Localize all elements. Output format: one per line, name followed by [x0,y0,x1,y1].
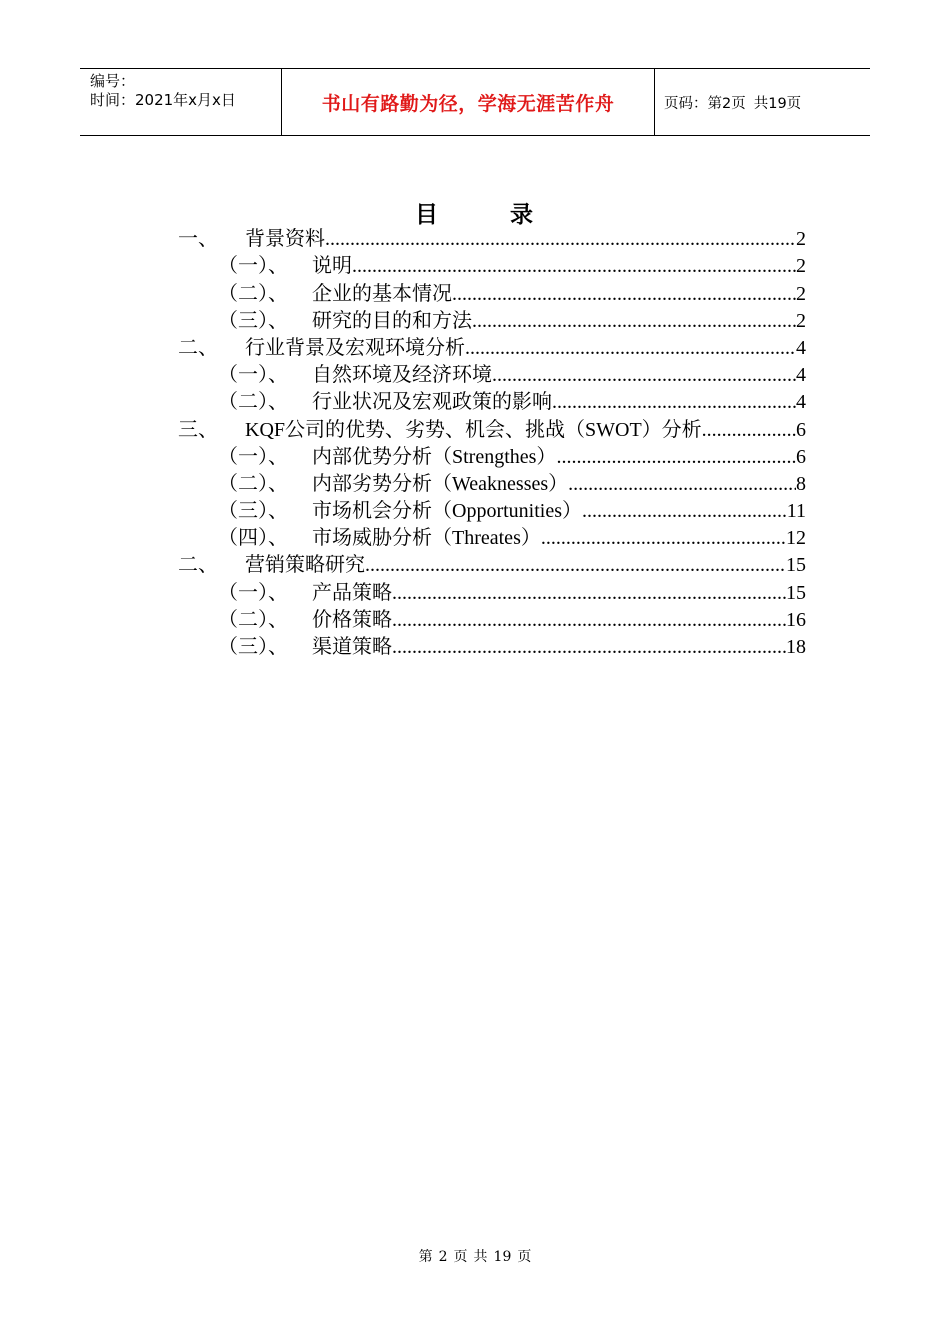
toc-entry-text: 市场机会分析（Opportunities） [312,500,582,523]
toc-title-char-2: 录 [510,202,535,228]
toc-leader-dots [541,525,786,552]
toc-entry[interactable] [178,579,806,606]
toc-entry-text: 渠道策略 [312,636,392,658]
toc-entry[interactable] [178,498,806,525]
toc-entry-text: 企业的基本情况 [312,282,452,305]
toc-entry-number: 二、 [178,336,218,359]
toc-entry-number: （二）、 [218,282,288,305]
toc-entry[interactable] [178,308,806,335]
toc-leader-dots [325,226,796,253]
toc-entry-page: 11 [786,500,806,523]
toc-leader-dots [492,362,796,389]
toc-entry-page: 4 [796,391,806,414]
header-motto: 书山有路勤为径，学海无涯苦作舟 [282,69,655,135]
toc-entry-page: 18 [786,636,806,658]
toc-entry-text: 产品策略 [312,581,392,604]
toc-title [0,196,950,229]
toc-entry-page: 15 [786,554,806,577]
toc-leader-dots [392,580,786,607]
toc-entry-number: 一、 [178,228,218,251]
toc-entry-page: 4 [796,336,806,359]
toc-leader-dots [365,552,786,579]
header-page-number: 页码：第2页 [664,95,746,112]
toc-entry-number: （四）、 [218,527,288,550]
toc-entry-page: 2 [796,255,806,278]
toc-leader-dots [392,607,786,634]
toc-entry-text: 行业背景及宏观环境分析 [245,336,465,359]
footer-word: 第 [418,1249,433,1265]
toc-entry-number: （一）、 [218,255,288,278]
toc-entry[interactable] [178,362,806,389]
header-meta [80,69,282,135]
toc-leader-dots [702,417,796,444]
toc-entry-number: （三）、 [218,309,288,332]
toc-entry-page: 2 [796,282,806,305]
toc-entry[interactable] [178,226,806,253]
toc-title-char-1: 目 [415,202,440,228]
toc-leader-dots [352,253,796,280]
toc-entry-page: 2 [796,228,806,251]
toc-entry-text: 市场威胁分析（Threates） [312,527,541,550]
toc-entry-text: KQF公司的优势、劣势、机会、挑战（SWOT）分析 [245,418,702,441]
toc-entry-number: 二、 [178,554,218,577]
toc-leader-dots [392,634,786,661]
toc-entry-page: 2 [796,309,806,332]
toc-leader-dots [452,281,796,308]
toc-entry-number: （三）、 [218,636,288,658]
toc-entry[interactable] [178,552,806,579]
footer-total-pages: 19 [493,1249,512,1265]
toc-entry-page: 6 [796,445,806,468]
toc-entry-text: 营销策略研究 [245,554,365,577]
footer-page-number: 2 [438,1249,448,1265]
toc-leader-dots [556,444,796,471]
toc-entry-text: 说明 [312,255,352,278]
document-time-label: 时间：2021年x月x日 [90,91,236,109]
toc-entry[interactable] [178,416,806,443]
toc-leader-dots [465,335,796,362]
toc-entry-text: 自然环境及经济环境 [312,364,492,387]
toc-entry-text: 行业状况及宏观政策的影响 [312,391,552,414]
toc-entry-text: 研究的目的和方法 [312,309,472,332]
toc-entry-number: 三、 [178,418,218,441]
toc-entry-number: （二）、 [218,391,288,414]
header-page-total: 共19页 [753,95,802,112]
toc-entry-number: （三）、 [218,500,288,523]
toc-entry-number: （一）、 [218,445,288,468]
toc-entry-text: 内部劣势分析（Weaknesses） [312,472,569,495]
toc-entry[interactable] [178,389,806,416]
header-page-info [655,69,870,135]
toc-entry-text: 背景资料 [245,228,325,251]
footer-word: 页 [517,1249,532,1265]
page-header [80,68,870,136]
toc-entry-number: （二）、 [218,608,288,631]
toc-entry-text: 价格策略 [312,608,392,631]
toc-entry[interactable] [178,525,806,552]
toc-entry[interactable] [178,253,806,280]
toc-leader-dots [552,389,796,416]
toc-entry-page: 15 [786,581,806,604]
toc-entry-page: 12 [786,527,806,550]
toc-entry[interactable] [178,335,806,362]
toc-entry-number: （一）、 [218,364,288,387]
toc-entry[interactable] [178,471,806,498]
toc-entry-page: 16 [786,608,806,631]
toc-entry-number: （二）、 [218,472,288,495]
toc-entry[interactable] [178,607,806,634]
toc-entry-number: （一）、 [218,581,288,604]
footer-word: 共 [473,1249,488,1265]
toc-entry[interactable] [178,634,806,661]
toc-entry-page: 8 [796,472,806,495]
footer-word: 页 [453,1249,468,1265]
toc-leader-dots [472,308,796,335]
document-number-label: 编号： [90,72,136,90]
toc-leader-dots [568,471,796,498]
page-footer [0,1246,950,1266]
toc-entry[interactable] [178,280,806,307]
toc-entry-page: 4 [796,364,806,387]
toc-entry[interactable] [178,444,806,471]
toc-leader-dots [582,498,787,525]
table-of-contents [178,226,806,661]
toc-entry-text: 内部优势分析（Strengthes） [312,445,557,468]
toc-entry-page: 6 [796,418,806,441]
